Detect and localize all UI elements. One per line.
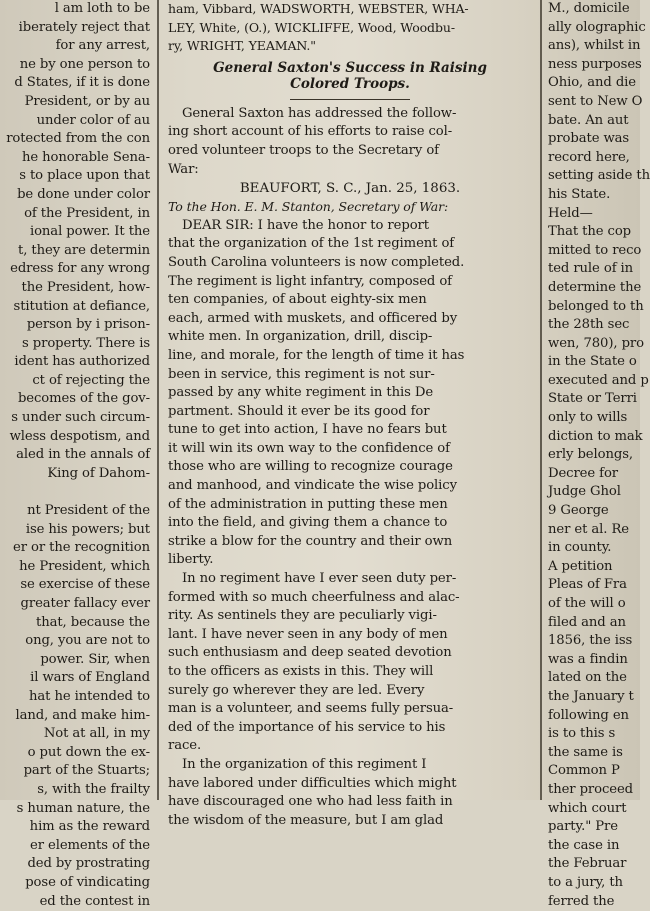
letter-text-line: tune to get into action, I have no fears but xyxy=(168,421,536,440)
left-column-text-line: ong, you are not to xyxy=(0,632,152,651)
left-column xyxy=(0,0,152,800)
letter-text-line: of the administration in putting these men xyxy=(168,496,536,515)
letter-text-line: liberty. xyxy=(168,551,536,570)
letter-text-line: line, and morale, for the length of time it has xyxy=(168,347,536,366)
letter-text-line: those who are willing to recognize courage xyxy=(168,458,536,477)
right-column-text-line: bate. An aut xyxy=(546,112,640,131)
right-column-text-line: the 28th sec xyxy=(546,316,640,335)
left-column-text-line: nt President of the xyxy=(0,502,152,521)
right-column-text-line: wen, 780), pro xyxy=(546,335,640,354)
right-column-text-line: 9 George xyxy=(546,502,640,521)
right-column-text-line: belonged to th xyxy=(546,298,640,317)
right-column-text-line: was a findin xyxy=(546,651,640,670)
right-column-text-line: filed and an xyxy=(546,614,640,633)
right-column-text-line: Judge Ghol xyxy=(546,483,640,502)
left-column-text-line: ed the contest in xyxy=(0,893,152,911)
left-column-text-line: ise his powers; but xyxy=(0,521,152,540)
vote-list-line: ry, WRIGHT, YEAMAN." xyxy=(168,37,536,56)
right-column-text-line: only to wills xyxy=(546,409,640,428)
letter-text-line: been in service, this regiment is not sur- xyxy=(168,366,536,385)
letter-text-line: have labored under difficulties which might xyxy=(168,775,536,794)
article-intro xyxy=(168,105,536,179)
right-column-text-line: the same is xyxy=(546,744,640,763)
letter-text-line: each, armed with muskets, and officered by xyxy=(168,310,536,329)
letter-text-line: such enthusiasm and deep seated devotion xyxy=(168,644,536,663)
left-column-text-line: under color of au xyxy=(0,112,152,131)
left-column-text-line: d States, if it is done xyxy=(0,74,152,93)
letter-text-line: ded of the importance of his service to his xyxy=(168,719,536,738)
left-column-text-line: s to place upon that xyxy=(0,167,152,186)
left-column-text-line: iberately reject that xyxy=(0,19,152,38)
left-column-text-line: ct of rejecting the xyxy=(0,372,152,391)
column-rule xyxy=(540,0,542,800)
left-column-text-line: he President, which xyxy=(0,558,152,577)
right-column-text-line: ner et al. Re xyxy=(546,521,640,540)
intro-text-line: War: xyxy=(168,161,536,180)
left-column-text-line: person by i prison- xyxy=(0,316,152,335)
letter-text-line: lant. I have never seen in any body of men xyxy=(168,626,536,645)
left-column-text-line: er elements of the xyxy=(0,837,152,856)
intro-text-line: ored volunteer troops to the Secretary of xyxy=(168,142,536,161)
column-rule xyxy=(157,0,159,800)
left-column-text-line: wless despotism, and xyxy=(0,428,152,447)
left-column-text-line: ded by prostrating xyxy=(0,855,152,874)
right-column-text-line: ther proceed xyxy=(546,781,640,800)
right-column-text-line: setting aside th xyxy=(546,167,640,186)
right-column-text-line: 1856, the iss xyxy=(546,632,640,651)
right-column-text-line: of the will o xyxy=(546,595,640,614)
left-column-text-line: stitution at defiance, xyxy=(0,298,152,317)
right-column-text-line: is to this s xyxy=(546,725,640,744)
letter-text-line: it will win its own way to the confidence of xyxy=(168,440,536,459)
intro-text-line: General Saxton has addressed the follow- xyxy=(168,105,536,124)
left-column-text-line: for any arrest, xyxy=(0,37,152,56)
right-column xyxy=(546,0,640,800)
right-column-text-line: executed and p xyxy=(546,372,640,391)
left-column-text-line: edress for any wrong xyxy=(0,260,152,279)
left-column-text-line: greater fallacy ever xyxy=(0,595,152,614)
letter-salutation: To the Hon. E. M. Stanton, Secretary of War: xyxy=(168,198,536,217)
left-column-text-line: the President, how- xyxy=(0,279,152,298)
middle-column xyxy=(164,0,536,800)
left-column-text-line: t, they are determin xyxy=(0,242,152,261)
letter-text-line: strike a blow for the country and their own xyxy=(168,533,536,552)
left-column-text-line: ional power. It the xyxy=(0,223,152,242)
left-column-text-line: s under such circum- xyxy=(0,409,152,428)
right-column-text-line: That the cop xyxy=(546,223,640,242)
left-column-text-line: s property. There is xyxy=(0,335,152,354)
right-column-text-line: which court xyxy=(546,800,640,819)
right-column-text-line: lated on the xyxy=(546,669,640,688)
left-column-text-line: se exercise of these xyxy=(0,576,152,595)
left-column-text-line: er or the recognition xyxy=(0,539,152,558)
letter-text-line: have discouraged one who had less faith in xyxy=(168,793,536,812)
left-column-text-line: becomes of the gov- xyxy=(0,390,152,409)
letter-text-line: rity. As sentinels they are peculiarly vigi- xyxy=(168,607,536,626)
right-column-text-line: erly belongs, xyxy=(546,446,640,465)
left-column-text-line: King of Dahom- xyxy=(0,465,152,484)
right-column-text-line: the case in xyxy=(546,837,640,856)
letter-text-line: In the organization of this regiment I xyxy=(168,756,536,775)
letter-text-line: DEAR SIR: I have the honor to report xyxy=(168,217,536,236)
letter-text-line: surely go wherever they are led. Every xyxy=(168,682,536,701)
letter-text-line: race. xyxy=(168,737,536,756)
letter-text-line: The regiment is light infantry, composed of xyxy=(168,273,536,292)
left-column-text-line: hat he intended to xyxy=(0,688,152,707)
left-column-text-line: il wars of England xyxy=(0,669,152,688)
right-column-text-line: A petition xyxy=(546,558,640,577)
left-column-text-line: President, or by au xyxy=(0,93,152,112)
vote-list-line: LEY, White, (O.), WICKLIFFE, Wood, Woodbu- xyxy=(168,19,536,38)
left-column-text-line: aled in the annals of xyxy=(0,446,152,465)
left-column-text-line: ne by one person to xyxy=(0,56,152,75)
left-column-text-line: Not at all, in my xyxy=(0,725,152,744)
right-column-text-line: ted rule of in xyxy=(546,260,640,279)
left-column-text-line xyxy=(0,483,152,502)
letter-body xyxy=(168,217,536,831)
right-column-text-line: in the State o xyxy=(546,353,640,372)
headline-line-2: Colored Troops. xyxy=(164,76,536,92)
right-column-text-line: his State. xyxy=(546,186,640,205)
vote-list-line: ham, Vibbard, WADSWORTH, WEBSTER, WHA- xyxy=(168,0,536,19)
right-column-text-line: probate was xyxy=(546,130,640,149)
right-column-text-line: ans), whilst in xyxy=(546,37,640,56)
headline-line-1: General Saxton's Success in Raising xyxy=(164,60,536,76)
left-column-text-line: l am loth to be xyxy=(0,0,152,19)
left-column-text-line: land, and make him- xyxy=(0,707,152,726)
left-column-text-line: rotected from the con xyxy=(0,130,152,149)
right-column-text-line: following en xyxy=(546,707,640,726)
letter-text-line: to the officers as exists in this. They will xyxy=(168,663,536,682)
right-column-text-line: Held— xyxy=(546,205,640,224)
right-column-text-line: Pleas of Fra xyxy=(546,576,640,595)
right-column-text-line: party." Pre xyxy=(546,818,640,837)
right-column-text-line: the Februar xyxy=(546,855,640,874)
right-column-text-line: ness purposes xyxy=(546,56,640,75)
right-column-text-line: Ohio, and die xyxy=(546,74,640,93)
letter-text-line: the wisdom of the measure, but I am glad xyxy=(168,812,536,831)
right-column-text-line: Decree for xyxy=(546,465,640,484)
letter-text-line: ten companies, of about eighty-six men xyxy=(168,291,536,310)
letter-text-line: man is a volunteer, and seems fully persua- xyxy=(168,700,536,719)
article-headline xyxy=(164,60,536,92)
letter-text-line: In no regiment have I ever seen duty per- xyxy=(168,570,536,589)
letter-text-line: partment. Should it ever be its good for xyxy=(168,403,536,422)
left-column-text-line: of the President, in xyxy=(0,205,152,224)
letter-dateline: BEAUFORT, S. C., Jan. 25, 1863. xyxy=(164,179,536,198)
letter-text-line: and manhood, and vindicate the wise policy xyxy=(168,477,536,496)
right-column-text-line: the January t xyxy=(546,688,640,707)
right-column-text-line: determine the xyxy=(546,279,640,298)
intro-text-line: ing short account of his efforts to raise col- xyxy=(168,123,536,142)
vote-list-continuation xyxy=(168,0,536,56)
left-column-text-line: be done under color xyxy=(0,186,152,205)
left-column-text-line: s, with the frailty xyxy=(0,781,152,800)
letter-text-line: passed by any white regiment in this De xyxy=(168,384,536,403)
letter-text-line: formed with so much cheerfulness and alac- xyxy=(168,589,536,608)
left-column-text-line: o put down the ex- xyxy=(0,744,152,763)
letter-text-line: into the field, and giving them a chance to xyxy=(168,514,536,533)
right-column-text-line: sent to New O xyxy=(546,93,640,112)
left-column-text-line: power. Sir, when xyxy=(0,651,152,670)
letter-text-line: that the organization of the 1st regiment of xyxy=(168,235,536,254)
right-column-text-line: ferred the xyxy=(546,893,640,911)
letter-text-line: white men. In organization, drill, discip- xyxy=(168,328,536,347)
left-column-text-line: s human nature, the xyxy=(0,800,152,819)
right-column-text-line: record here, xyxy=(546,149,640,168)
left-column-text-line: he honorable Sena- xyxy=(0,149,152,168)
left-column-text-line: him as the reward xyxy=(0,818,152,837)
left-column-text-line: that, because the xyxy=(0,614,152,633)
left-column-text-line: part of the Stuarts; xyxy=(0,762,152,781)
left-column-text-line: ident has authorized xyxy=(0,353,152,372)
left-column-text-line: pose of vindicating xyxy=(0,874,152,893)
right-column-text-line: State or Terri xyxy=(546,390,640,409)
right-column-text-line: M., domicile xyxy=(546,0,640,19)
right-column-text-line: diction to mak xyxy=(546,428,640,447)
letter-text-line: South Carolina volunteers is now completed. xyxy=(168,254,536,273)
headline-divider xyxy=(290,99,410,100)
right-column-text-line: mitted to reco xyxy=(546,242,640,261)
right-column-text-line: in county. xyxy=(546,539,640,558)
right-column-text-line: Common P xyxy=(546,762,640,781)
right-column-text-line: to a jury, th xyxy=(546,874,640,893)
right-column-text-line: ally olographic xyxy=(546,19,640,38)
